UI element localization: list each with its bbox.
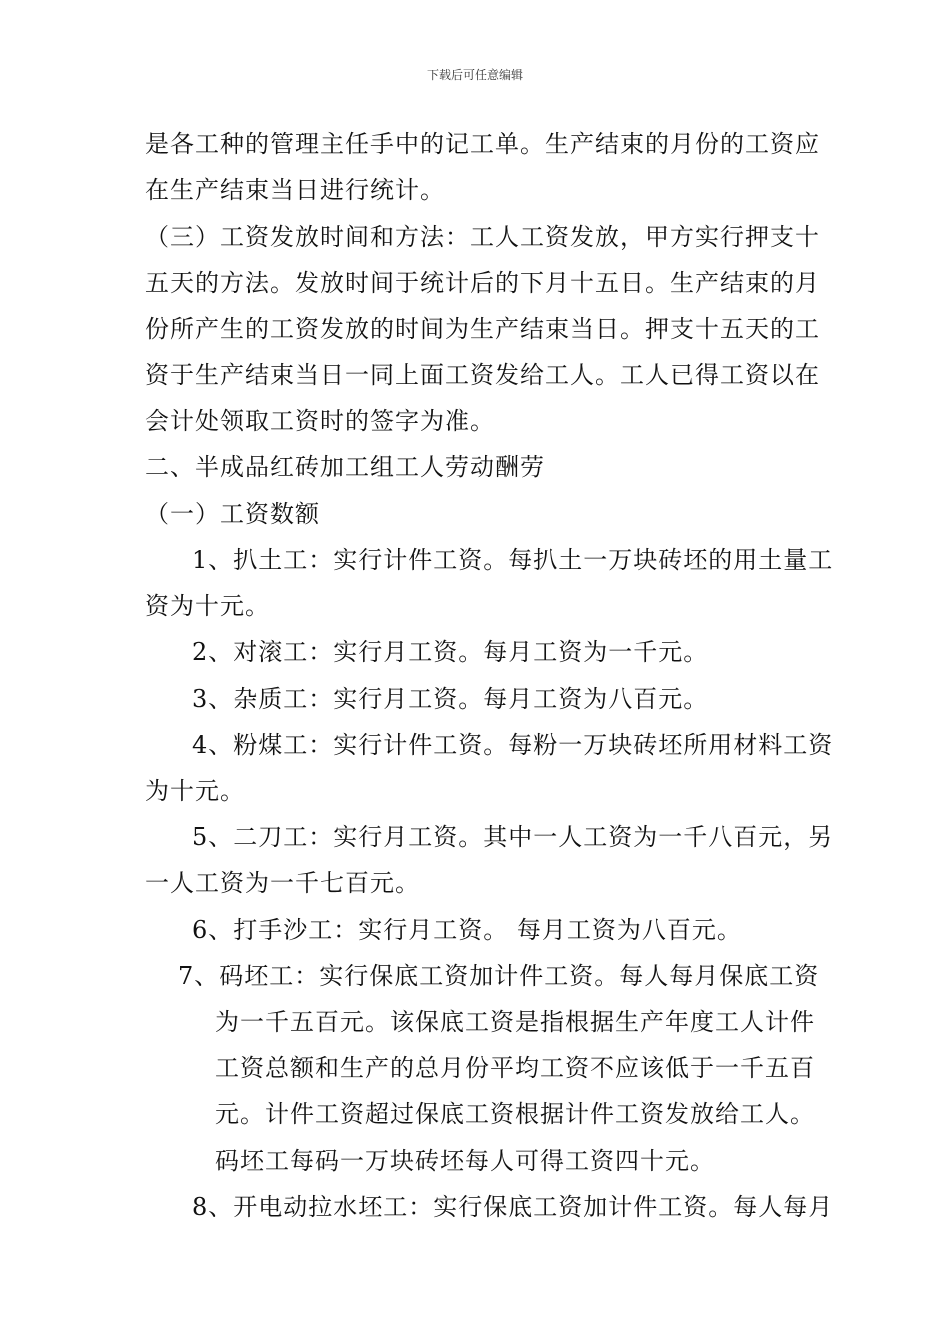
text-line: 工资总额和生产的总月份平均工资不应该低于一千五百: [215, 1054, 815, 1082]
text-line: 是各工种的管理主任手中的记工单。生产结束的月份的工资应: [145, 130, 820, 158]
text-line: 一人工资为一千七百元。: [145, 869, 420, 897]
list-item: 5、二刀工：实行月工资。其中一人工资为一千八百元，另: [192, 823, 834, 851]
list-item: 3、杂质工：实行月工资。每月工资为八百元。: [192, 685, 709, 713]
text-line: 码坯工每码一万块砖坯每人可得工资四十元。: [215, 1147, 715, 1175]
text-line: （三）工资发放时间和方法：工人工资发放，甲方实行押支十: [145, 223, 820, 251]
list-item: 6、打手沙工：实行月工资。 每月工资为八百元。: [192, 916, 742, 944]
text-line: 为一千五百元。该保底工资是指根据生产年度工人计件: [215, 1008, 815, 1036]
list-item: 8、开电动拉水坯工：实行保底工资加计件工资。每人每月: [192, 1193, 834, 1221]
text-line: 为十元。: [145, 777, 245, 805]
list-item: 2、对滚工：实行月工资。每月工资为一千元。: [192, 638, 709, 666]
text-line: 资为十元。: [145, 592, 270, 620]
list-item: 7、码坯工：实行保底工资加计件工资。每人每月保底工资: [178, 962, 820, 990]
list-item: 4、粉煤工：实行计件工资。每粉一万块砖坯所用材料工资: [192, 731, 834, 759]
text-line: 元。计件工资超过保底工资根据计件工资发放给工人。: [215, 1100, 815, 1128]
subsection-heading: （一）工资数额: [145, 500, 320, 528]
text-line: 资于生产结束当日一同上面工资发给工人。工人已得工资以在: [145, 361, 820, 389]
page-header: 下载后可任意编辑: [426, 68, 523, 82]
list-item: 1、扒土工：实行计件工资。每扒土一万块砖坯的用土量工: [192, 546, 834, 574]
text-line: 在生产结束当日进行统计。: [145, 176, 445, 204]
text-line: 五天的方法。发放时间于统计后的下月十五日。生产结束的月: [145, 269, 820, 297]
text-line: 份所产生的工资发放的时间为生产结束当日。押支十五天的工: [145, 315, 820, 343]
text-line: 会计处领取工资时的签字为准。: [145, 407, 495, 435]
section-heading: 二、半成品红砖加工组工人劳动酬劳: [145, 453, 545, 481]
